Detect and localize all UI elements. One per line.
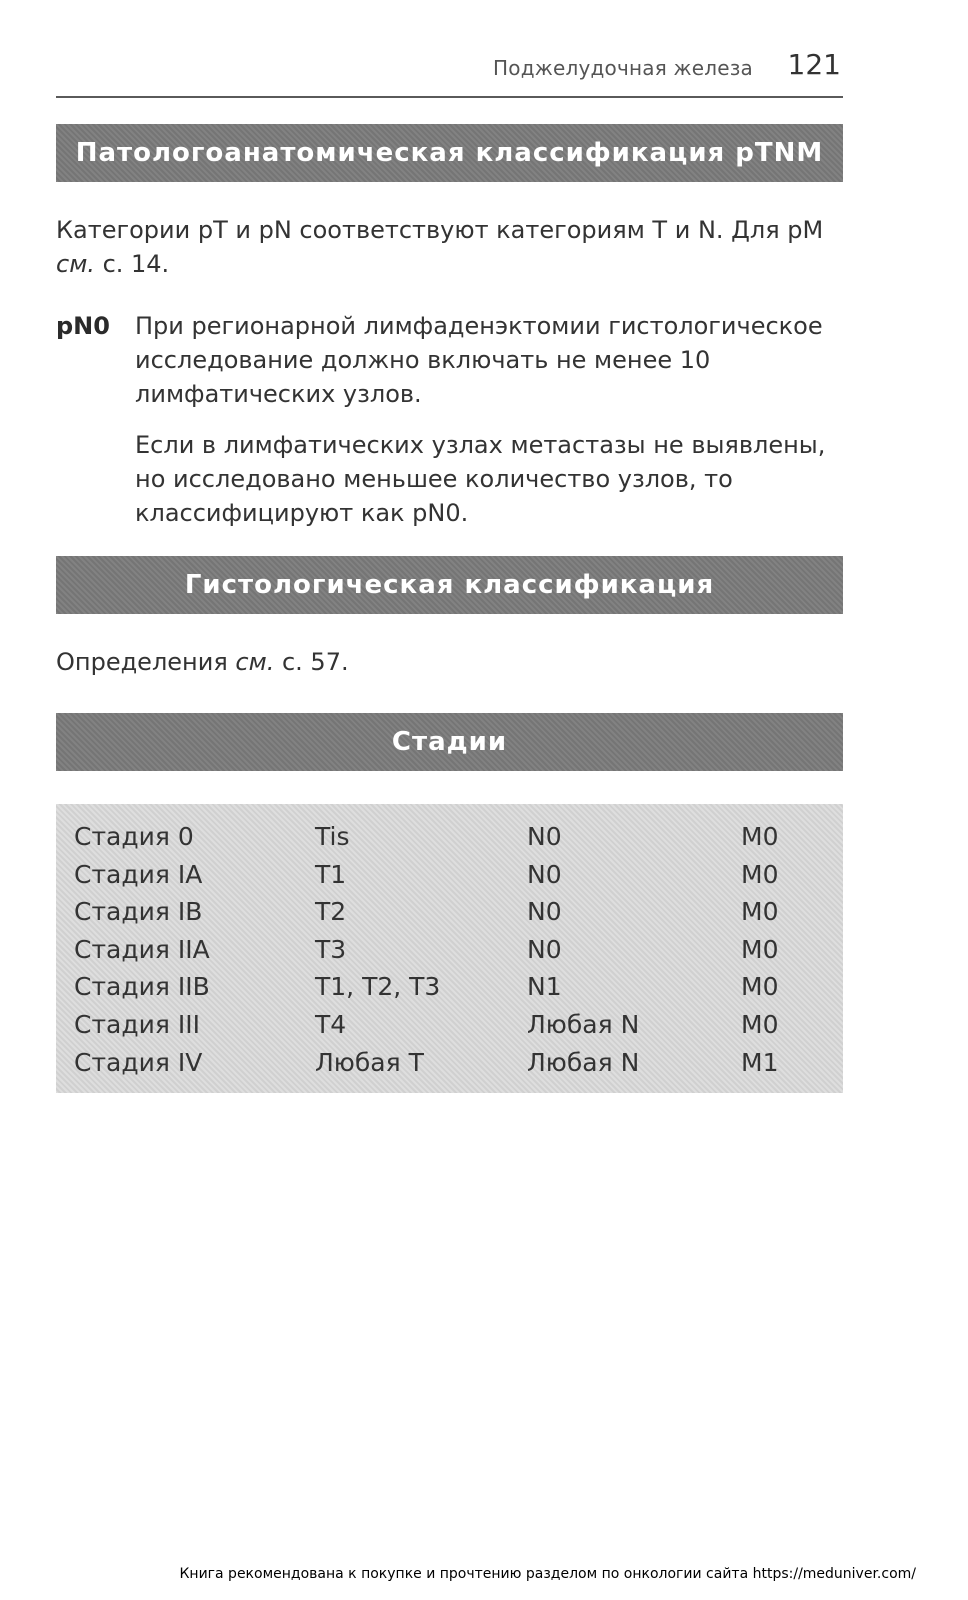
stage-table-row xyxy=(56,1044,843,1082)
t-cell: T3 xyxy=(315,934,347,964)
ptnm-intro-text: Категории pT и pN соответствуют категориям T и N. Для pM xyxy=(56,216,824,244)
pn0-term: pN0 xyxy=(56,312,110,340)
n-cell: Любая N xyxy=(527,1047,640,1077)
running-title: Поджелудочная железа xyxy=(493,56,753,80)
histology-page: с. 57. xyxy=(274,648,349,676)
t-cell: T1, T2, T3 xyxy=(315,972,441,1002)
section-heading-histology: Гистологическая классификация xyxy=(56,556,843,614)
m-cell: M0 xyxy=(741,934,779,964)
stage-cell: Стадия 0 xyxy=(74,822,194,851)
stage-table-row xyxy=(56,931,843,969)
histology-text: Определения xyxy=(56,648,236,676)
t-cell: T1 xyxy=(315,859,347,889)
t-cell: Tis xyxy=(315,822,350,851)
stage-cell: Стадия IB xyxy=(74,897,203,927)
section-heading-ptnm: Патологоанатомическая классификация pTNM xyxy=(56,124,843,182)
histology-paragraph xyxy=(56,645,843,679)
stage-table-row xyxy=(56,968,843,1006)
m-cell: M0 xyxy=(741,1010,779,1039)
m-cell: M1 xyxy=(741,1047,779,1077)
stage-table-row xyxy=(56,818,843,856)
n-cell: Любая N xyxy=(527,1010,640,1039)
stage-table-row xyxy=(56,893,843,931)
footer-note: Книга рекомендована к покупке и прочтению разделом по онкологии сайта https://meduniver.com/ xyxy=(179,1566,916,1582)
stage-table-row xyxy=(56,1006,843,1044)
stage-table xyxy=(56,804,843,1093)
n-cell: N1 xyxy=(527,972,562,1002)
running-head xyxy=(56,42,843,98)
pn0-text-1: При регионарной лимфаденэктомии гистологическое исследование должно включать не менее 10 лимфатических узлов. xyxy=(135,312,823,408)
n-cell: N0 xyxy=(527,897,562,927)
m-cell: M0 xyxy=(741,822,779,851)
stage-cell: Стадия IA xyxy=(74,859,203,889)
m-cell: M0 xyxy=(741,859,779,889)
stage-cell: Стадия IV xyxy=(74,1047,203,1077)
page-number: 121 xyxy=(787,48,841,81)
stage-cell: Стадия IIB xyxy=(74,972,210,1002)
m-cell: M0 xyxy=(741,972,779,1002)
ptnm-intro-page: с. 14. xyxy=(94,250,170,278)
n-cell: N0 xyxy=(527,859,562,889)
t-cell: T2 xyxy=(315,897,347,927)
m-cell: M0 xyxy=(741,897,779,927)
histology-reference: см. xyxy=(235,648,275,676)
t-cell: T4 xyxy=(315,1010,347,1039)
section-heading-stages: Стадии xyxy=(56,713,843,771)
t-cell: Любая T xyxy=(315,1047,424,1077)
pn0-text-2: Если в лимфатических узлах метастазы не выявлены, но исследовано меньшее количество узлов, то классифицируют как pN0. xyxy=(135,431,826,527)
ptnm-intro-reference: см. xyxy=(56,250,95,278)
stage-cell: Стадия IIA xyxy=(74,934,210,964)
stage-table-row xyxy=(56,856,843,894)
n-cell: N0 xyxy=(527,822,562,851)
n-cell: N0 xyxy=(527,934,562,964)
ptnm-intro-paragraph xyxy=(56,213,843,281)
stage-cell: Стадия III xyxy=(74,1010,200,1039)
